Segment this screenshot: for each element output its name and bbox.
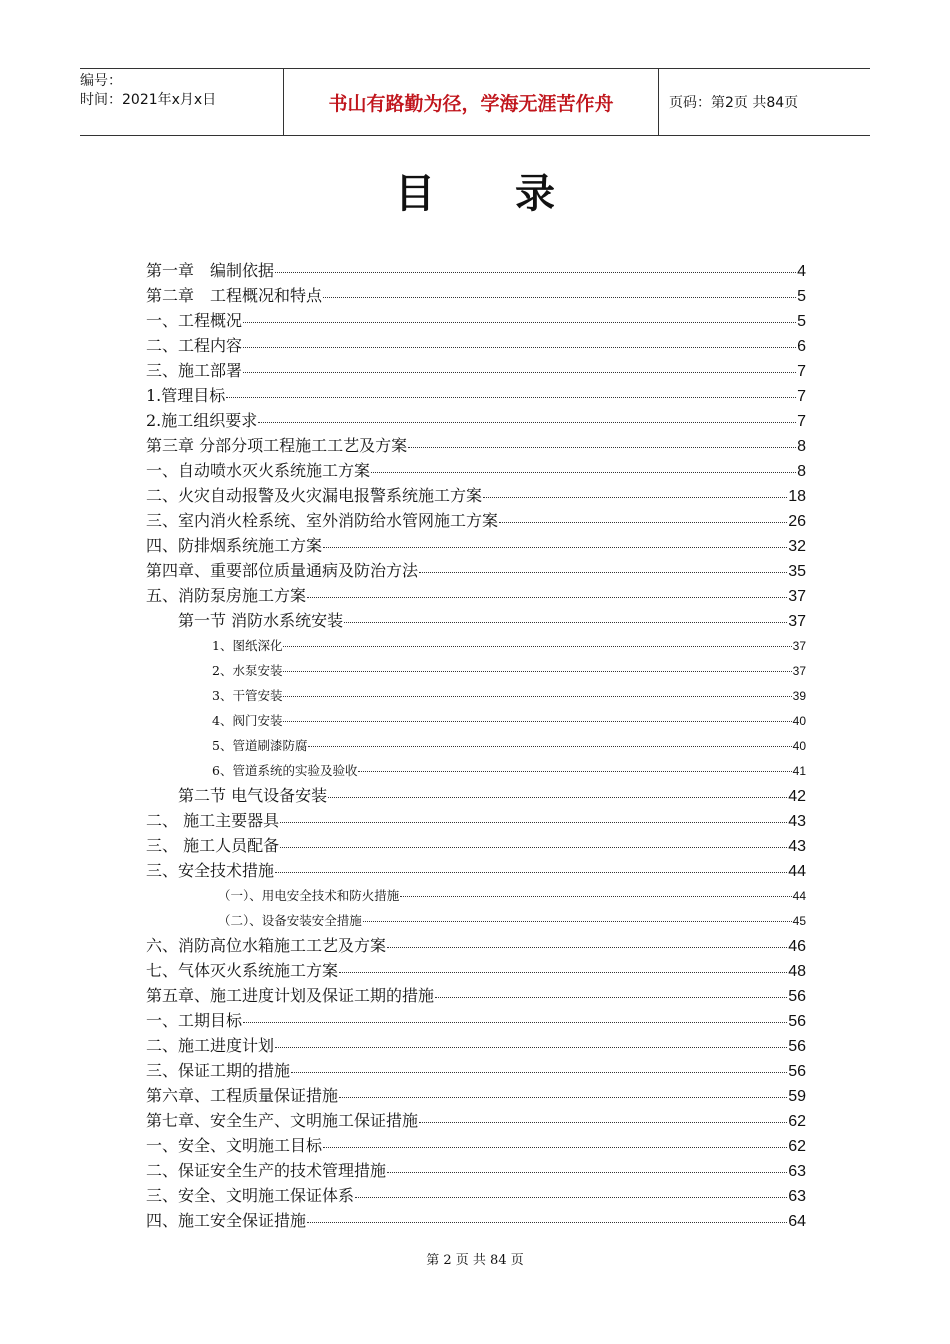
toc-entry-label: 1.管理目标 [146,386,226,405]
toc-entry-page: 62 [788,1113,806,1130]
toc-entry[interactable] [146,1108,806,1133]
toc-entry-label: 一、安全、文明施工目标 [146,1136,323,1155]
toc-entry[interactable] [146,858,806,883]
toc-entry-label: 三、室内消火栓系统、室外消防给水管网施工方案 [146,511,499,530]
toc-entry[interactable] [146,1183,806,1208]
toc-entry-page: 5 [797,313,806,330]
page-header [80,68,870,136]
toc-entry-page: 7 [797,413,806,430]
toc-entry-label: 第二章 工程概况和特点 [146,286,323,305]
toc-entry-label: 四、防排烟系统施工方案 [146,536,323,555]
toc-entry-label: 二、保证安全生产的技术管理措施 [146,1161,387,1180]
toc-entry[interactable] [146,283,806,308]
toc-entry-label: 第七章、安全生产、文明施工保证措施 [146,1111,419,1130]
toc-entry[interactable] [146,1208,806,1233]
toc-entry[interactable] [146,783,806,808]
header-meta [80,69,283,135]
toc-entry-label: 二、 施工主要器具 [146,811,280,830]
toc-leader-dots [339,971,787,973]
toc-entry-page: 37 [788,613,806,630]
toc-entry-page: 64 [788,1213,806,1230]
toc-leader-dots [307,596,787,598]
toc-entry-label: 一、工程概况 [146,311,243,330]
toc-entry[interactable] [146,1083,806,1108]
toc-entry-label: 三、安全、文明施工保证体系 [146,1186,355,1205]
toc-leader-dots [280,846,787,848]
toc-leader-dots [499,521,787,523]
toc-entry[interactable] [146,383,806,408]
toc-leader-dots [408,446,796,448]
toc-entry-page: 46 [788,938,806,955]
toc-entry-page: 40 [792,714,806,728]
toc-leader-dots [283,695,791,697]
toc-entry-page: 39 [792,689,806,703]
header-page-info: 页码：第2页 共84页 [669,95,799,111]
page-title: 目录 [395,171,635,217]
toc-leader-dots [344,621,787,623]
toc-entry-page: 37 [792,639,806,653]
toc-leader-dots [280,821,787,823]
toc-entry-page: 5 [797,288,806,305]
toc-entry-label: 七、气体灭火系统施工方案 [146,961,339,980]
toc-entry-label: 三、 施工人员配备 [146,836,280,855]
toc-entry[interactable] [146,483,806,508]
toc-entry-page: 43 [788,838,806,855]
toc-entry-page: 18 [788,488,806,505]
toc-entry-page: 26 [788,513,806,530]
toc-entry-page: 37 [792,664,806,678]
toc-leader-dots [363,920,792,922]
toc-leader-dots [283,720,791,722]
toc-entry[interactable] [146,433,806,458]
toc-entry[interactable] [146,908,806,933]
toc-entry[interactable] [146,358,806,383]
table-of-contents [146,258,806,1233]
toc-entry[interactable] [146,333,806,358]
toc-leader-dots [400,895,791,897]
toc-entry[interactable] [146,658,806,683]
toc-entry-page: 4 [797,263,806,280]
toc-entry-label: 6、管道系统的实验及验收 [212,763,358,778]
toc-leader-dots [275,271,796,273]
toc-entry-page: 41 [792,764,806,778]
toc-entry-label: 五、消防泵房施工方案 [146,586,307,605]
toc-entry-label: 第五章、施工进度计划及保证工期的措施 [146,986,435,1005]
toc-entry-page: 42 [788,788,806,805]
toc-entry-label: 第一节 消防水系统安装 [178,611,344,630]
toc-entry[interactable] [146,258,806,283]
toc-entry-page: 45 [792,914,806,928]
toc-entry-page: 48 [788,963,806,980]
toc-entry[interactable] [146,583,806,608]
toc-entry[interactable] [146,1058,806,1083]
toc-entry[interactable] [146,1158,806,1183]
toc-entry-label: 1、图纸深化 [212,638,283,653]
toc-entry-label: 三、保证工期的措施 [146,1061,291,1080]
toc-entry-page: 7 [797,388,806,405]
code-label: 编号： [80,73,122,89]
toc-entry-label: 第六章、工程质量保证措施 [146,1086,339,1105]
toc-entry[interactable] [146,733,806,758]
toc-entry[interactable] [146,758,806,783]
toc-entry[interactable] [146,933,806,958]
toc-entry-label: （二）、设备安装安全措施 [218,913,362,928]
toc-entry[interactable] [146,958,806,983]
toc-entry[interactable] [146,533,806,558]
toc-leader-dots [323,546,787,548]
toc-entry-page: 8 [797,463,806,480]
toc-entry-label: 三、安全技术措施 [146,861,275,880]
toc-entry-page: 6 [797,338,806,355]
toc-leader-dots [328,796,787,798]
toc-leader-dots [435,996,787,998]
toc-entry[interactable] [146,508,806,533]
toc-entry-label: 第三章 分部分项工程施工工艺及方案 [146,436,408,455]
toc-entry-label: （一）、用电安全技术和防火措施 [218,888,400,903]
toc-entry[interactable] [146,408,806,433]
toc-entry-page: 40 [792,739,806,753]
toc-entry-page: 37 [788,588,806,605]
toc-entry-label: 二、施工进度计划 [146,1036,275,1055]
page-footer: 第 2 页 共 84 页 [426,1253,524,1268]
toc-leader-dots [243,321,796,323]
toc-entry-label: 2.施工组织要求 [146,411,258,430]
toc-entry-label: 一、自动喷水灭火系统施工方案 [146,461,371,480]
toc-entry-page: 7 [797,363,806,380]
toc-entry[interactable] [146,983,806,1008]
toc-leader-dots [243,371,796,373]
toc-entry[interactable] [146,833,806,858]
toc-entry-page: 56 [788,988,806,1005]
toc-entry-page: 32 [788,538,806,555]
toc-leader-dots [258,421,796,423]
header-motto: 书山有路勤为径，学海无涯苦作舟 [283,69,659,135]
toc-leader-dots [308,745,791,747]
toc-entry-page: 56 [788,1063,806,1080]
toc-entry-label: 一、工期目标 [146,1011,243,1030]
toc-entry[interactable] [146,1008,806,1033]
toc-leader-dots [243,1021,787,1023]
toc-entry-page: 35 [788,563,806,580]
toc-leader-dots [419,1121,787,1123]
toc-entry-page: 56 [788,1013,806,1030]
toc-leader-dots [387,1171,787,1173]
toc-entry-page: 56 [788,1038,806,1055]
toc-entry[interactable] [146,883,806,908]
toc-leader-dots [323,1146,787,1148]
toc-entry[interactable] [146,1133,806,1158]
toc-entry-label: 二、工程内容 [146,336,243,355]
toc-entry-page: 63 [788,1163,806,1180]
toc-entry-label: 二、火灾自动报警及火灾漏电报警系统施工方案 [146,486,483,505]
toc-leader-dots [307,1221,787,1223]
toc-entry[interactable] [146,633,806,658]
toc-entry[interactable] [146,558,806,583]
toc-entry[interactable] [146,683,806,708]
toc-entry-label: 5、管道刷漆防腐 [212,738,308,753]
toc-leader-dots [355,1196,787,1198]
toc-entry-label: 3、干管安装 [212,688,283,703]
toc-entry-page: 44 [792,889,806,903]
toc-entry-label: 第二节 电气设备安装 [178,786,328,805]
toc-entry-label: 2、水泵安装 [212,663,283,678]
toc-entry[interactable] [146,308,806,333]
date-text: 时间：2021年x月x日 [80,92,217,108]
toc-entry-label: 第一章 编制依据 [146,261,275,280]
toc-leader-dots [387,946,787,948]
toc-entry[interactable] [146,608,806,633]
toc-leader-dots [358,770,791,772]
toc-entry[interactable] [146,458,806,483]
toc-leader-dots [419,571,787,573]
toc-entry-page: 63 [788,1188,806,1205]
toc-entry-label: 六、消防高位水箱施工工艺及方案 [146,936,387,955]
toc-leader-dots [291,1071,787,1073]
toc-leader-dots [243,346,796,348]
toc-entry[interactable] [146,708,806,733]
toc-entry-label: 4、阀门安装 [212,713,283,728]
toc-leader-dots [323,296,796,298]
toc-entry-page: 43 [788,813,806,830]
toc-entry-page: 62 [788,1138,806,1155]
toc-leader-dots [275,1046,787,1048]
toc-leader-dots [371,471,796,473]
toc-entry[interactable] [146,1033,806,1058]
toc-entry-page: 59 [788,1088,806,1105]
toc-leader-dots [483,496,787,498]
toc-leader-dots [226,396,796,398]
toc-entry-label: 四、施工安全保证措施 [146,1211,307,1230]
toc-entry[interactable] [146,808,806,833]
toc-leader-dots [339,1096,787,1098]
toc-entry-label: 三、施工部署 [146,361,243,380]
toc-leader-dots [283,645,791,647]
toc-entry-page: 8 [797,438,806,455]
toc-entry-page: 44 [788,863,806,880]
toc-leader-dots [275,871,787,873]
toc-leader-dots [283,670,791,672]
toc-entry-label: 第四章、重要部位质量通病及防治方法 [146,561,419,580]
